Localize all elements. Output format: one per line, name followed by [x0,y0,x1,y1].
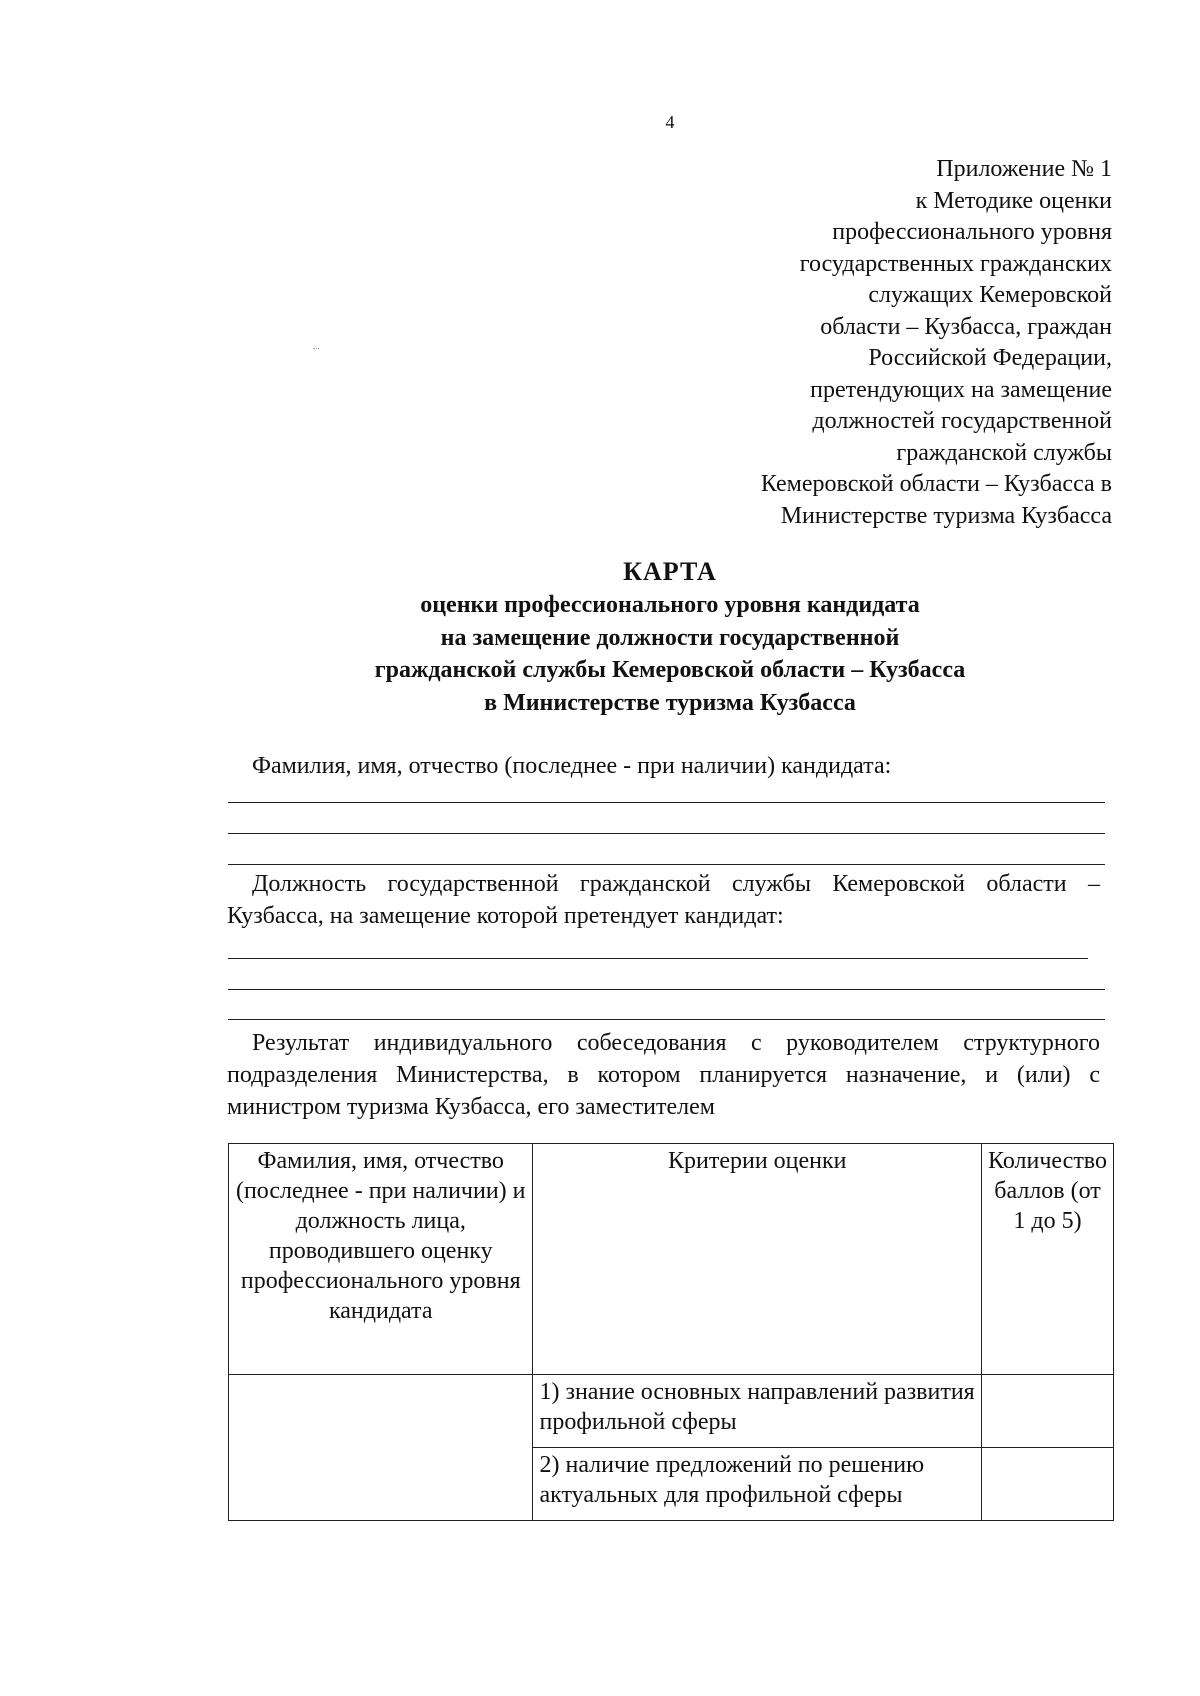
appendix-line: профессионального уровня [832,219,1112,245]
candidate-name-line[interactable] [228,833,1105,834]
title-line: гражданской службы Кемеровской области – Кузбасса [374,657,966,683]
position-line[interactable] [228,1019,1105,1020]
appendix-line: к Методике оценки [915,187,1112,214]
scan-speck [313,348,319,351]
appendix-line: Российской Федерации, [868,345,1112,371]
header-criteria: Критерии оценки [533,1144,982,1375]
appendix-line: должностей государственной [812,408,1112,434]
position-line[interactable] [228,958,1088,959]
title-line: на замещение должности государственной [440,624,900,651]
document-title [230,555,1110,719]
criteria-cell: 1) знание основных направлений развития профильной сферы [533,1375,982,1448]
score-cell[interactable] [982,1448,1114,1521]
candidate-name-label: Фамилия, имя, отчество (последнее - при наличии) кандидата: [252,753,892,779]
appendix-line: Приложение № 1 [936,156,1112,182]
appendix-line: претендующих на замещение [810,376,1112,403]
appendix-line: Министерстве туризма Кузбасса [780,502,1112,529]
header-evaluator: Фамилия, имя, отчество (последнее - при наличии) и должность лица, проводившего оценку профессионального уровня кандидата [229,1144,533,1375]
table-row [229,1375,1114,1448]
title-main: КАРТА [623,557,717,586]
appendix-line: служащих Кемеровской [868,282,1112,308]
appendix-line: государственных гражданских [799,250,1112,277]
evaluation-table [228,1143,1114,1521]
candidate-name-line[interactable] [228,864,1105,865]
criteria-cell: 2) наличие предложений по решению актуальных для профильной сферы [533,1448,982,1521]
appendix-reference [592,154,1112,532]
interview-result-label: Результат индивидуального собеседования с руководителем структурного подразделения Министерства, в котором планируется назначение, и (или) с министром туризма Кузбасса, его заместителем [227,1030,1100,1120]
position-label: Должность государственной гражданской службы Кемеровской области – Кузбасса, на замещение которой претендует кандидат: [227,871,1100,929]
header-score: Количество баллов (от 1 до 5) [982,1144,1114,1375]
title-line: оценки профессионального уровня кандидата [420,592,920,618]
appendix-line: Кемеровской области – Кузбасса в [760,471,1112,497]
candidate-name-line[interactable] [228,802,1105,803]
evaluator-cell[interactable] [229,1375,533,1521]
appendix-line: области – Кузбасса, граждан [820,313,1112,340]
page-number: 4 [665,112,675,132]
table-header-row [229,1144,1114,1375]
score-cell[interactable] [982,1375,1114,1448]
title-line: в Министерстве туризма Кузбасса [484,689,856,716]
appendix-line: гражданской службы [896,439,1112,466]
position-line[interactable] [228,989,1105,990]
